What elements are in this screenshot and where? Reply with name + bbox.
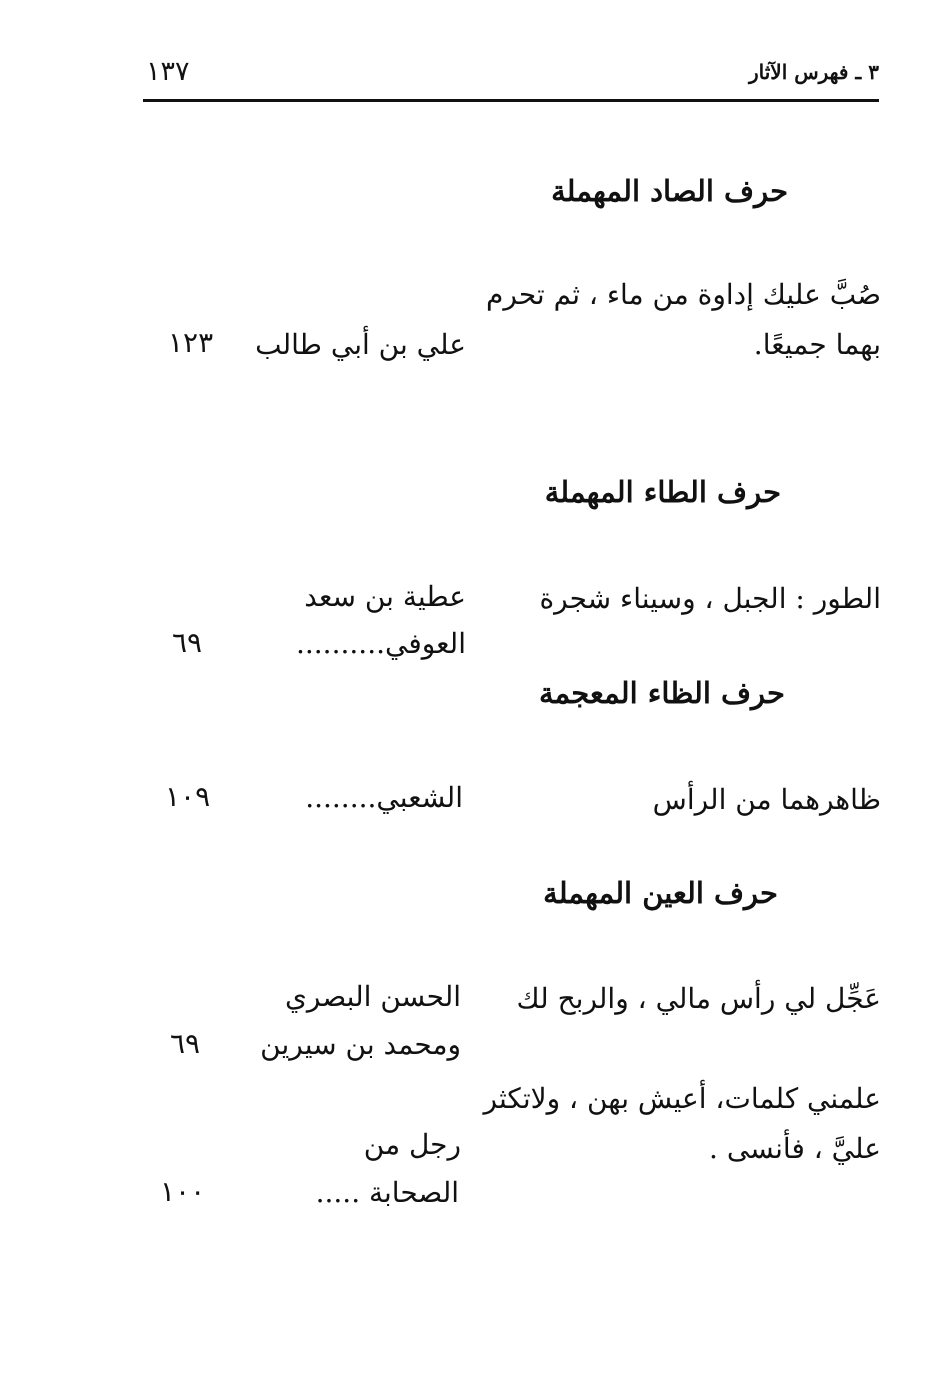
section-heading-saad: حرف الصاد المهملة bbox=[551, 174, 788, 208]
entry-narrator-line: رجل من bbox=[363, 1128, 461, 1161]
section-heading-zaa: حرف الظاء المعجمة bbox=[538, 676, 785, 710]
entry-text: ظاهرهما من الرأس bbox=[652, 783, 881, 816]
entry-page-ref: ١٢٣ bbox=[168, 326, 214, 359]
entry-page-ref: ٦٩ bbox=[170, 1027, 201, 1060]
entry-narrator-line: ومحمد بن سيرين bbox=[260, 1028, 461, 1061]
section-heading-taa: حرف الطاء المهملة bbox=[544, 475, 781, 509]
running-header-title: ٣ ـ فهرس الآثار bbox=[748, 60, 879, 84]
entry-page-ref: ١٠٠ bbox=[160, 1175, 206, 1208]
entry-narrator: الشعبي........ bbox=[305, 781, 463, 814]
entry-text: الطور : الجبل ، وسيناء شجرة bbox=[539, 582, 881, 615]
entry-text: صُبَّ عليك إداوة من ماء ، ثم تحرم بهما جميعًا. bbox=[486, 278, 881, 361]
entry-page-ref: ١٠٩ bbox=[165, 780, 211, 813]
page-number: ١٣٧ bbox=[146, 56, 190, 87]
entry-narrator: علي بن أبي طالب bbox=[255, 328, 466, 361]
entry-narrator-line: عطية بن سعد bbox=[304, 580, 466, 613]
entry-text-line: عليَّ ، فأنسى . bbox=[709, 1132, 881, 1165]
entry-narrator-line: العوفي.......... bbox=[295, 627, 466, 660]
entry-text: عَجِّل لي رأس مالي ، والربح لك bbox=[516, 982, 881, 1015]
entry-narrator-line: الحسن البصري bbox=[285, 980, 461, 1013]
entry-text-line: علمني كلمات، أعيش بهن ، ولاتكثر bbox=[483, 1082, 881, 1115]
section-heading-ain: حرف العين المهملة bbox=[543, 876, 778, 910]
entry-narrator-line: الصحابة ..... bbox=[315, 1176, 459, 1209]
header-rule bbox=[143, 99, 879, 102]
entry-page-ref: ٦٩ bbox=[172, 626, 203, 659]
